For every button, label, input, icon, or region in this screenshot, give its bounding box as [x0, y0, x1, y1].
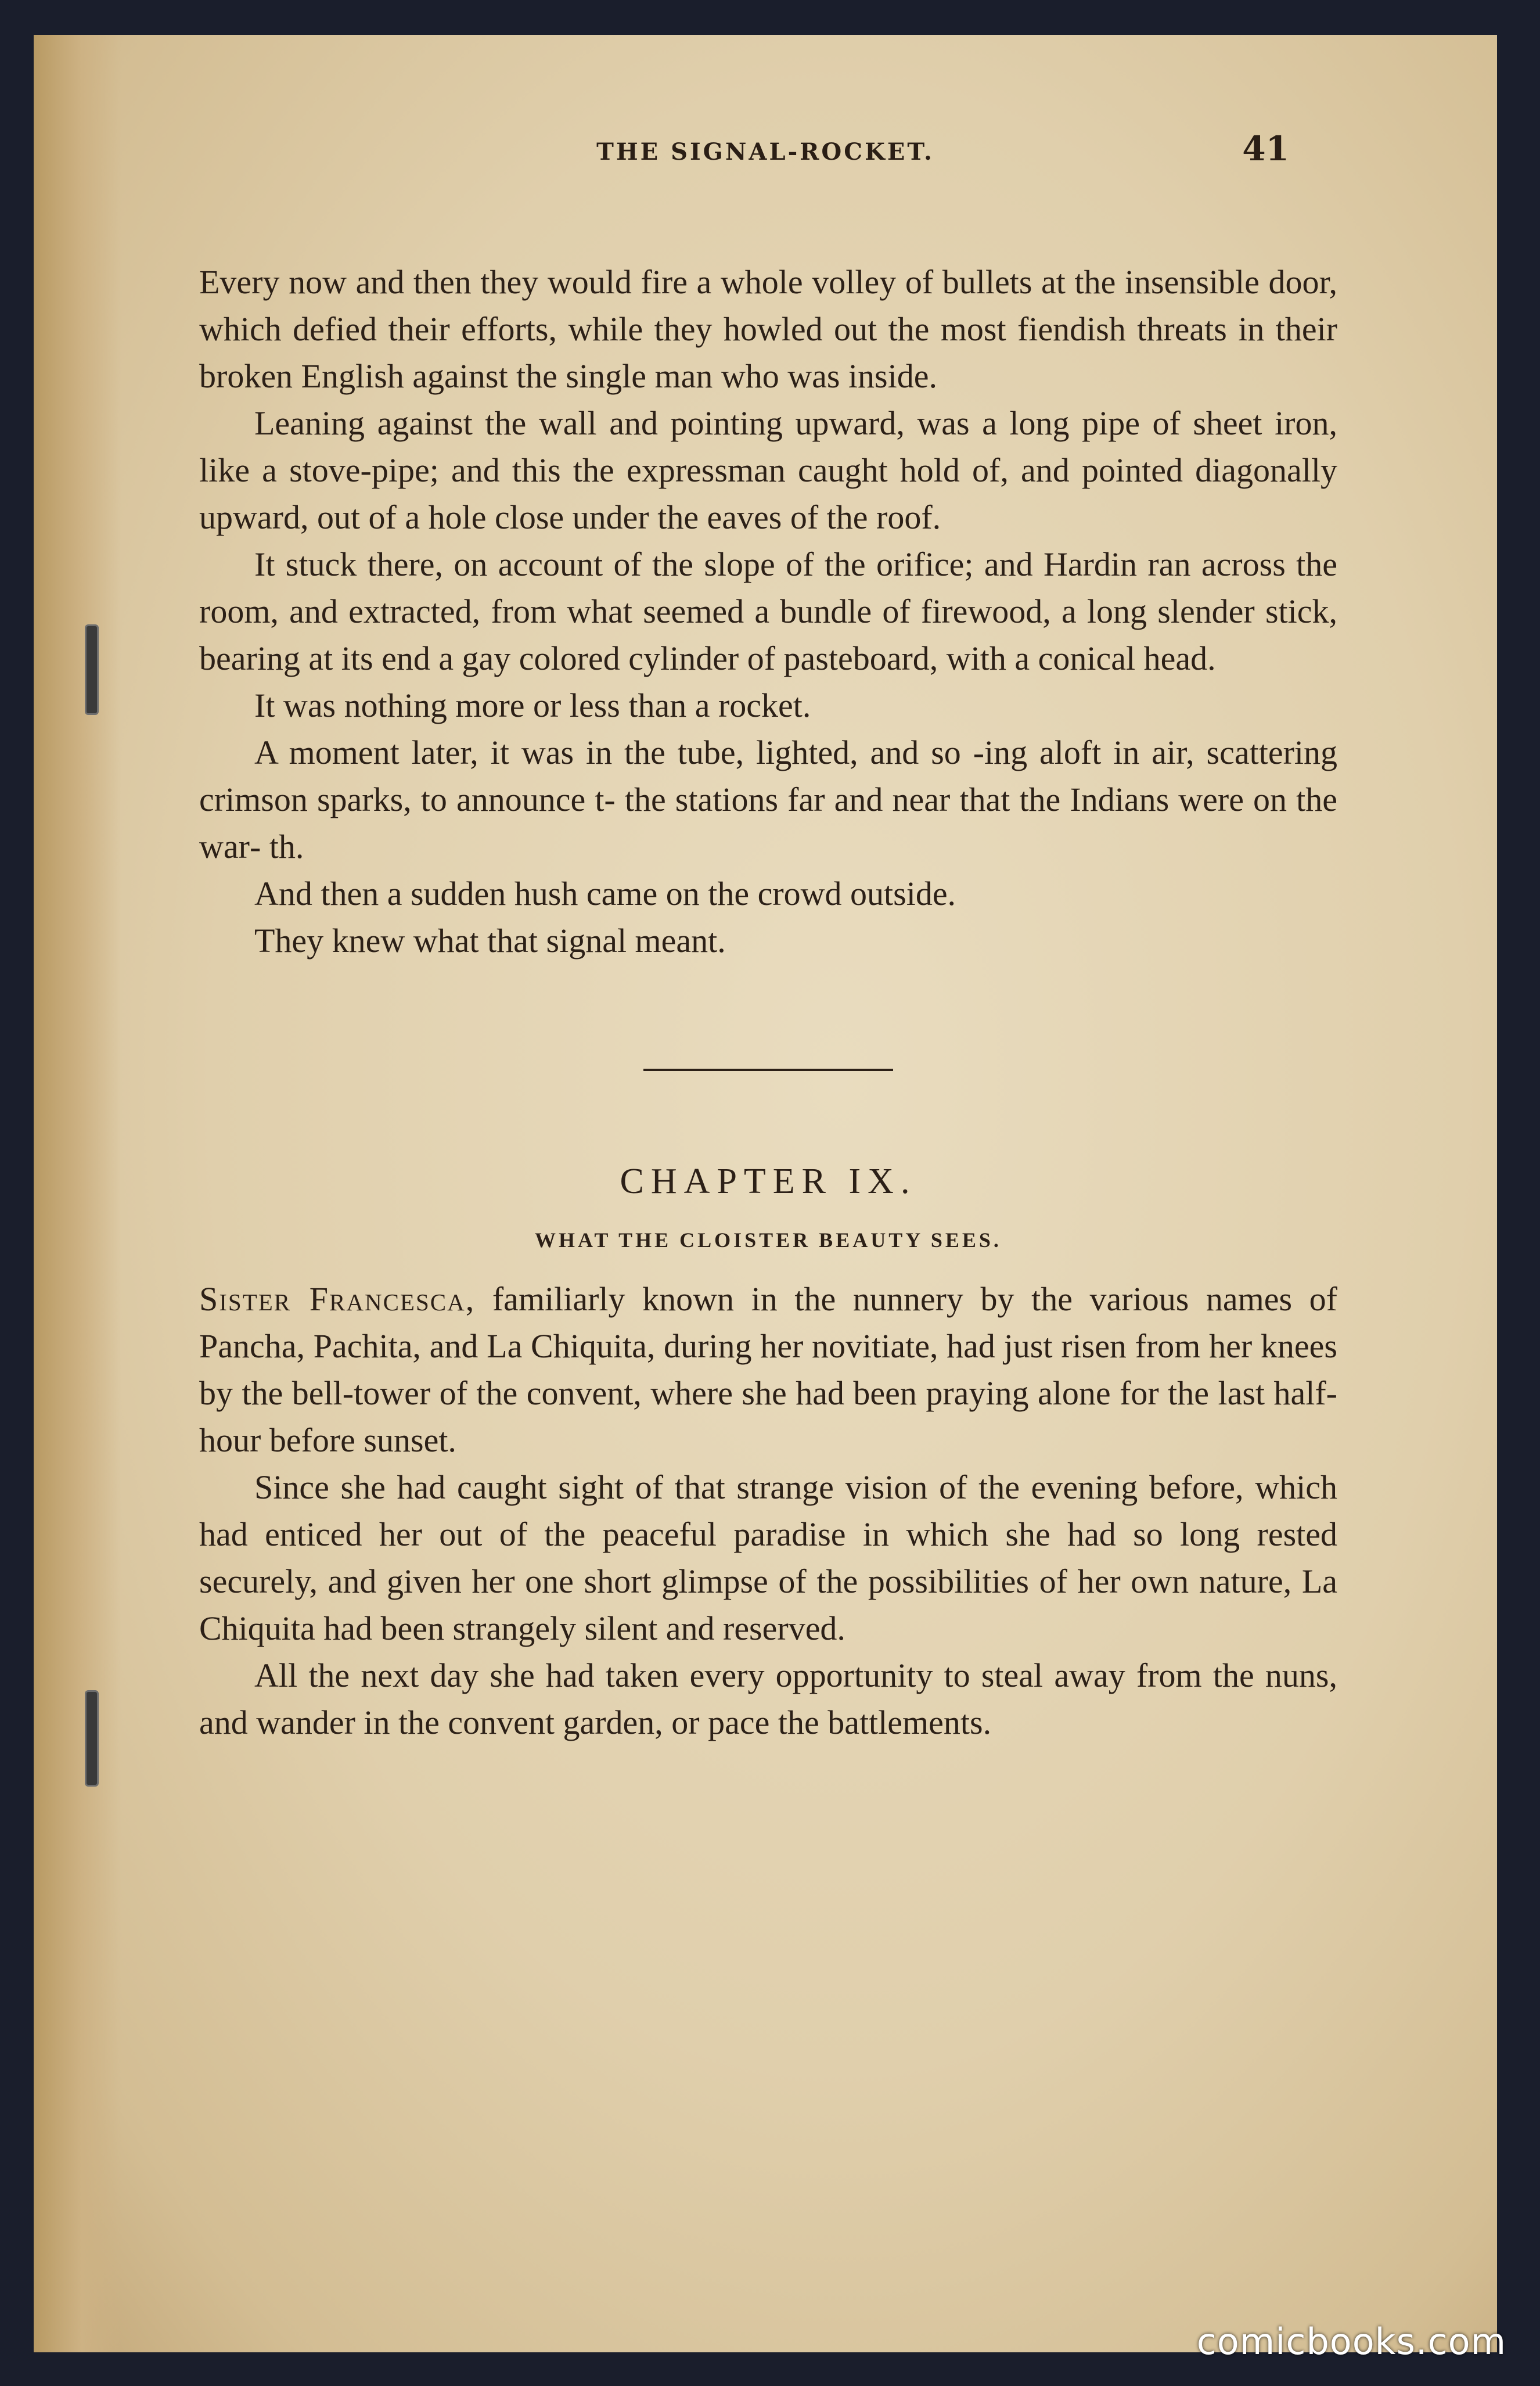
paragraph: And then a sudden hush came on the crowd outside. — [254, 875, 956, 912]
binding-staple-bottom — [85, 1690, 99, 1787]
binding-staple-top — [85, 624, 99, 715]
chapter-subtitle: WHAT THE CLOISTER BEAUTY SEES. — [535, 1228, 1002, 1252]
chapter-opening-paragraph — [199, 1275, 1337, 1464]
book-page — [34, 35, 1497, 2352]
chapter-title: CHAPTER IX. — [620, 1162, 917, 1201]
paragraph: A moment later, it was in the tube, lighted, and so ‑ing aloft in air, scattering crimson sparks, to announce t‑ the stations far and near that the Indians were on the war‑ th. — [199, 734, 1337, 865]
paragraph: It was nothing more or less than a rocket. — [254, 687, 811, 724]
paragraph: Every now and then they would fire a whole volley of bullets at the insensible door, which defied their efforts, while they howled out the most fiendish threats in their broken English against the single man who was inside. — [199, 263, 1337, 395]
page-number: 41 — [1242, 129, 1289, 168]
page-gutter — [34, 35, 121, 2352]
paragraph: All the next day she had taken every opportunity to steal away from the nuns, and wander in the convent garden, or pace the battlements. — [199, 1656, 1337, 1741]
paragraph: Leaning against the wall and pointing upward, was a long pipe of sheet iron, like a stove-pipe; and this the expressman caught hold of, and pointed diagonally upward, out of a hole close under the eaves of the roof. — [199, 404, 1337, 536]
running-head: THE SIGNAL-ROCKET. — [596, 138, 934, 166]
paragraph: They knew what that signal meant. — [254, 922, 726, 960]
paragraph-text: familiarly known in the nunnery by the various names of Pancha, Pachita, and La Chiquita, during her novitiate, had just risen from her knees by the bell-tower of the convent, where she had been praying alone for the last half-hour before sunset. — [199, 1280, 1337, 1459]
site-watermark: comicbooks.com — [1196, 2320, 1506, 2363]
paragraph: It stuck there, on account of the slope of the orifice; and Hardin ran across the room, and extracted, from what seemed a bundle of firewood, a long slender stick, bearing at its end a gay colored cylinder of pasteboard, with a conical head. — [199, 545, 1337, 677]
paragraph: Since she had caught sight of that strange vision of the evening before, which had enticed her out of the peaceful paradise in which she had so long rested securely, and given her one short glimpse of the possibilities of her own nature, La Chiquita had been strangely silent and reserved. — [199, 1468, 1337, 1647]
text-block — [199, 258, 1337, 1746]
section-divider — [643, 1069, 893, 1071]
opening-smallcaps: Sister Francesca, — [199, 1280, 476, 1318]
